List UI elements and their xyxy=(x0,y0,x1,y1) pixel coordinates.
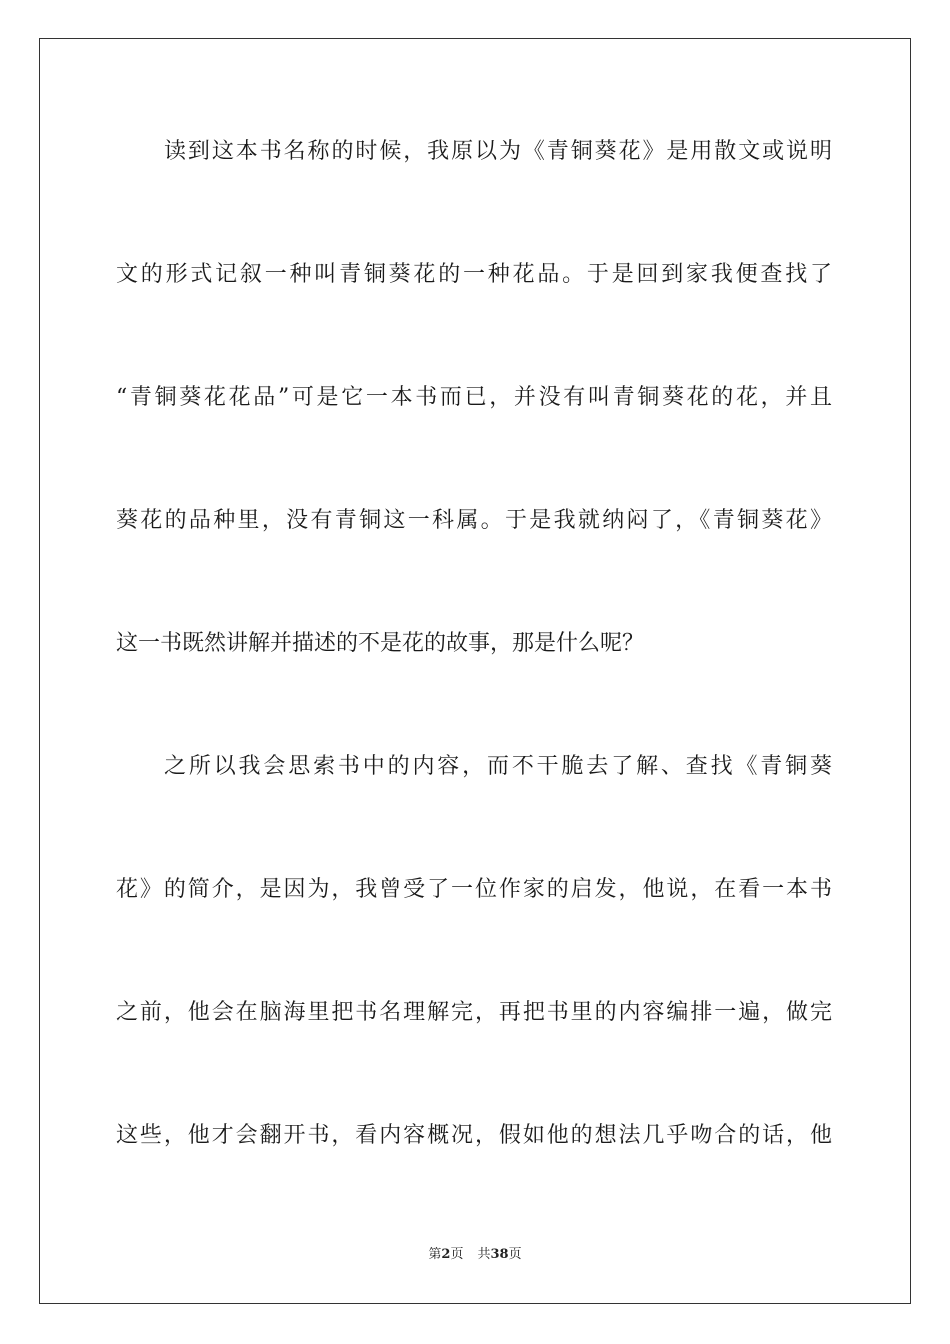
paragraph-2-line-3: 之前，他会在脑海里把书名理解完，再把书里的内容编排一遍，做完 xyxy=(116,1000,832,1025)
paragraph-1-line-5: 这一书既然讲解并描述的不是花的故事，那是什么呢？ xyxy=(116,631,645,656)
paragraph-2-line-4: 这些，他才会翻开书，看内容概况，假如他的想法几乎吻合的话，他 xyxy=(116,1123,832,1148)
paragraph-1-line-4: 葵花的品种里，没有青铜这一科属。于是我就纳闷了，《青铜葵花》 xyxy=(116,508,832,533)
total-prefix: 共 xyxy=(477,1247,491,1262)
total-suffix: 页 xyxy=(508,1247,522,1262)
page-border xyxy=(39,38,911,1304)
page-prefix: 第 xyxy=(428,1247,442,1262)
paragraph-1-line-3: “青铜葵花花品”可是它一本书而已，并没有叫青铜葵花的花，并且 xyxy=(116,385,832,410)
page-footer xyxy=(0,1246,950,1264)
paragraph-1-line-1: 读到这本书名称的时候，我原以为《青铜葵花》是用散文或说明 xyxy=(164,139,832,164)
paragraph-1-line-2: 文的形式记叙一种叫青铜葵花的一种花品。于是回到家我便查找了 xyxy=(116,262,832,287)
total-page-count: 38 xyxy=(490,1247,509,1262)
paragraph-2-line-2: 花》的简介，是因为，我曾受了一位作家的启发，他说，在看一本书 xyxy=(116,877,832,902)
paragraph-2-line-1: 之所以我会思索书中的内容，而不干脆去了解、查找《青铜葵 xyxy=(164,754,832,779)
current-page-number: 2 xyxy=(441,1247,451,1262)
page-suffix: 页 xyxy=(450,1247,464,1262)
